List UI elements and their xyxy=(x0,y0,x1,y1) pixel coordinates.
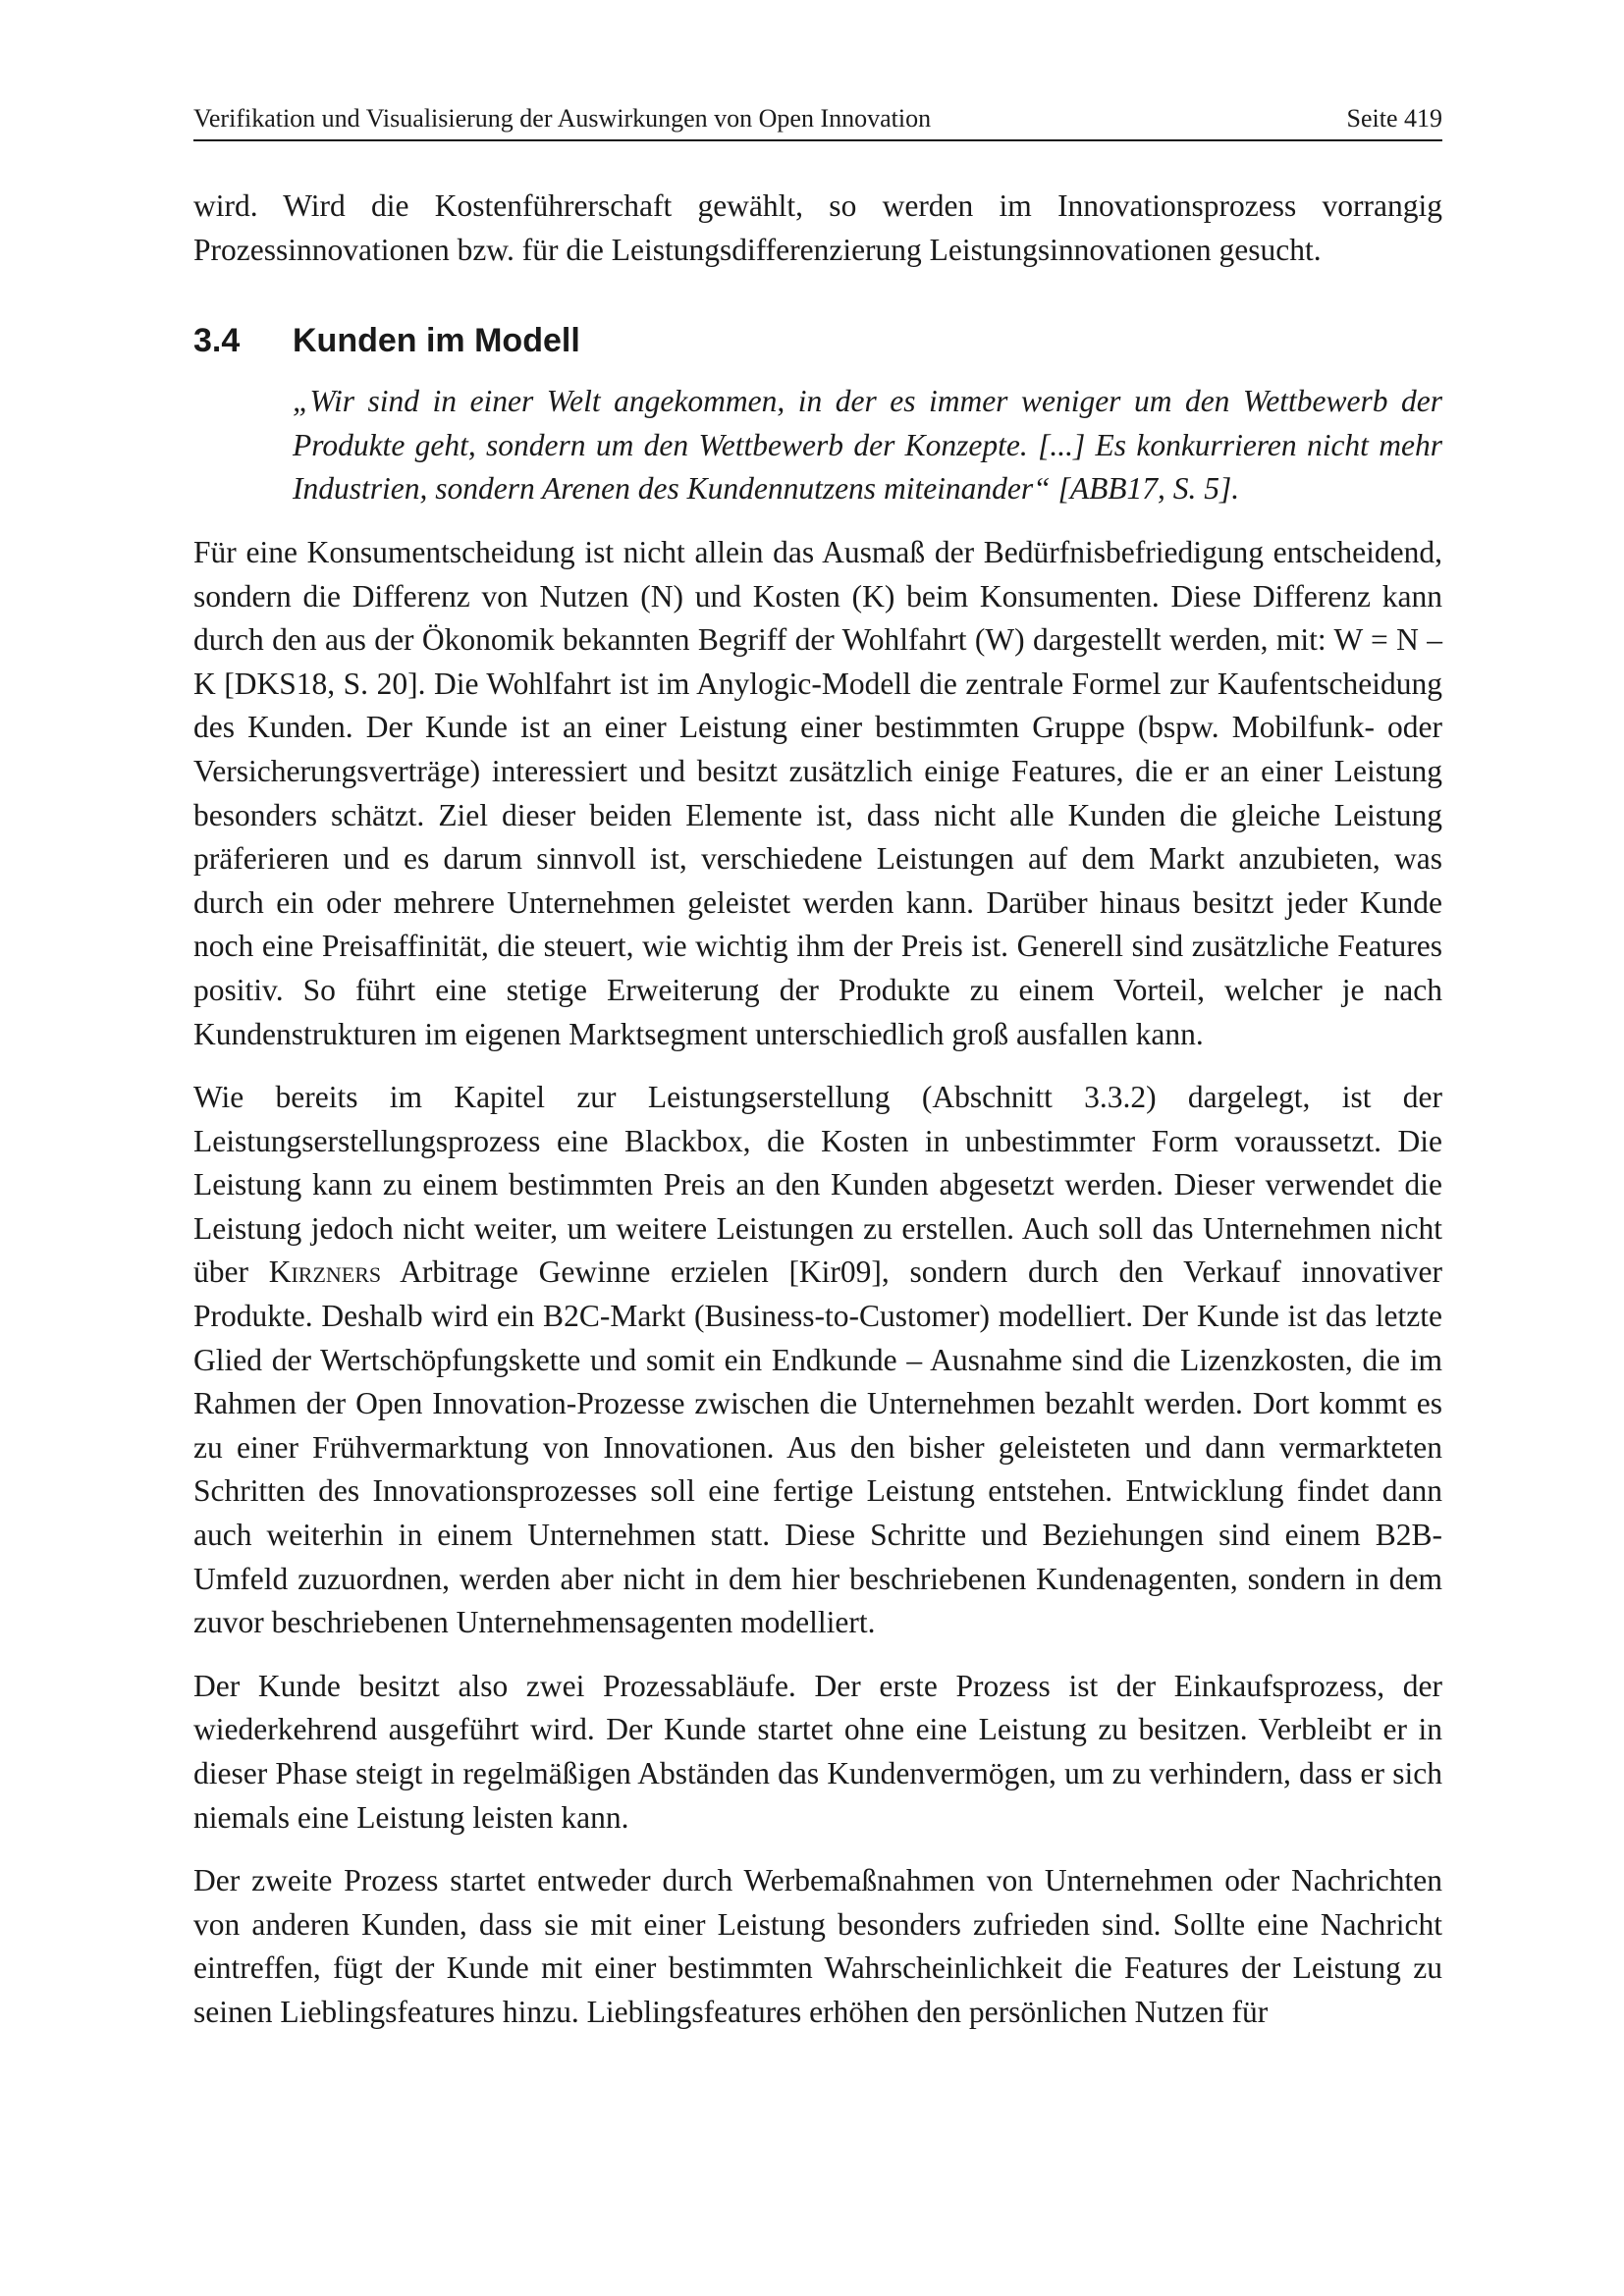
paragraph-b2c-text-after: Arbitrage Gewinne erzielen [Kir09], sondern durch den Verkauf innovativer Produkte. Deshalb wird ein B2C-Markt (Business-to-Customer) modelliert. Der Kunde ist das letzte Glied der Wertschöpfungskette und somit ein Endkunde – Ausnahme sind die Lizenzkosten, die im Rahmen der Open Innovation-Prozesse zwischen die Unternehmen bezahlt werden. Dort kommt es zu einer Frühvermarktung von Innovationen. Aus den bisher geleisteten und dann vermarkteten Schritten des Innovationsprozesses soll eine fertige Leistung entstehen. Entwicklung findet dann auch weiterhin in einem Unternehmen statt. Diese Schritte und Beziehungen sind einem B2B- Umfeld zuzuordnen, werden aber nicht in dem hier beschriebenen Kundenagenten, sondern in dem zuvor beschriebenen Unternehmensagenten modelliert. xyxy=(193,1255,1442,1640)
section-number: 3.4 xyxy=(193,322,241,360)
section-heading xyxy=(193,321,1442,360)
page-number: Seite 419 xyxy=(1346,104,1442,133)
intro-paragraph: wird. Wird die Kostenführerschaft gewählt, so werden im Innovationsprozess vorrangig Prozessinnovationen bzw. für die Leistungsdifferenzierung Leistungsinnovationen gesucht. xyxy=(193,188,1442,267)
paragraph-b2c-market xyxy=(193,1076,1442,1645)
document-page xyxy=(193,104,1442,2035)
running-header xyxy=(193,104,1442,141)
author-name-kirzner: Kirzners xyxy=(268,1255,382,1290)
paragraph-welfare: Für eine Konsumentscheidung ist nicht allein das Ausmaß der Bedürfnisbefriedigung entscheidend, sondern die Differenz von Nutzen (N) und Kosten (K) beim Konsumenten. Diese Differenz kann durch den aus der Ökonomik bekannten Begriff der Wohlfahrt (W) dargestellt werden, mit: W = N – K [DKS18, S. 20]. Die Wohlfahrt ist im Anylogic-Modell die zentrale Formel zur Kaufentscheidung des Kunden. Der Kunde ist an einer Leistung einer bestimmten Gruppe (bspw. Mobilfunk- oder Versicherungsverträge) interessiert und besitzt zusätzlich einige Features, die er an einer Leistung besonders schätzt. Ziel dieser beiden Elemente ist, dass nicht alle Kunden die gleiche Leistung präferieren und es darum sinnvoll ist, verschiedene Leistungen auf dem Markt anzubieten, was durch ein oder mehrere Unternehmen geleistet werden kann. Darüber hinaus besitzt jeder Kunde noch eine Preisaffinität, die steuert, wie wichtig ihm der Preis ist. Generell sind zusätzliche Features positiv. So führt eine stetige Erweiterung der Produkte zu einem Vorteil, welcher je nach Kundenstrukturen im eigenen Marktsegment unterschiedlich groß ausfallen kann. xyxy=(193,534,1442,1051)
paragraph-b2c-text-before: Wie bereits im Kapitel zur Leistungserstellung (Abschnitt 3.3.2) dargelegt, ist der Leistungserstellungsprozess eine Blackbox, die Kosten in unbestimmter Form voraussetzt. Die Leistung kann zu einem bestimmten Preis an den Kunden abgesetzt werden. Dieser verwendet die Leistung jedoch nicht weiter, um weitere Leistungen zu erstellen. Auch soll das Unternehmen nicht über xyxy=(193,1080,1442,1290)
epigraph-quote: „Wir sind in einer Welt angekommen, in der es immer weniger um den Wettbewerb der Produkte geht, sondern um den Wettbewerb der Konzepte. [...] Es konkurrieren nicht mehr Industrien, sondern Arenen des Kundennutzens miteinander“ [ABB17, S. 5]. xyxy=(293,384,1442,507)
paragraph-second-process: Der zweite Prozess startet entweder durch Werbemaßnahmen von Unternehmen oder Nachrichten von anderen Kunden, dass sie mit einer Leistung besonders zufrieden sind. Sollte eine Nachricht eintreffen, fügt der Kunde mit einer bestimmten Wahrscheinlichkeit die Features der Leistung zu seinen Lieblingsfeatures hinzu. Lieblingsfeatures erhöhen den persönlichen Nutzen für xyxy=(193,1863,1442,2029)
header-title: Verifikation und Visualisierung der Auswirkungen von Open Innovation xyxy=(193,104,932,133)
section-title: Kunden im Modell xyxy=(293,322,580,360)
paragraph-purchase-process: Der Kunde besitzt also zwei Prozessabläufe. Der erste Prozess ist der Einkaufsprozess, der wiederkehrend ausgeführt wird. Der Kunde startet ohne eine Leistung zu besitzen. Verbleibt er in dieser Phase steigt in regelmäßigen Abständen das Kundenvermögen, um zu verhindern, dass er sich niemals eine Leistung leisten kann. xyxy=(193,1668,1442,1835)
